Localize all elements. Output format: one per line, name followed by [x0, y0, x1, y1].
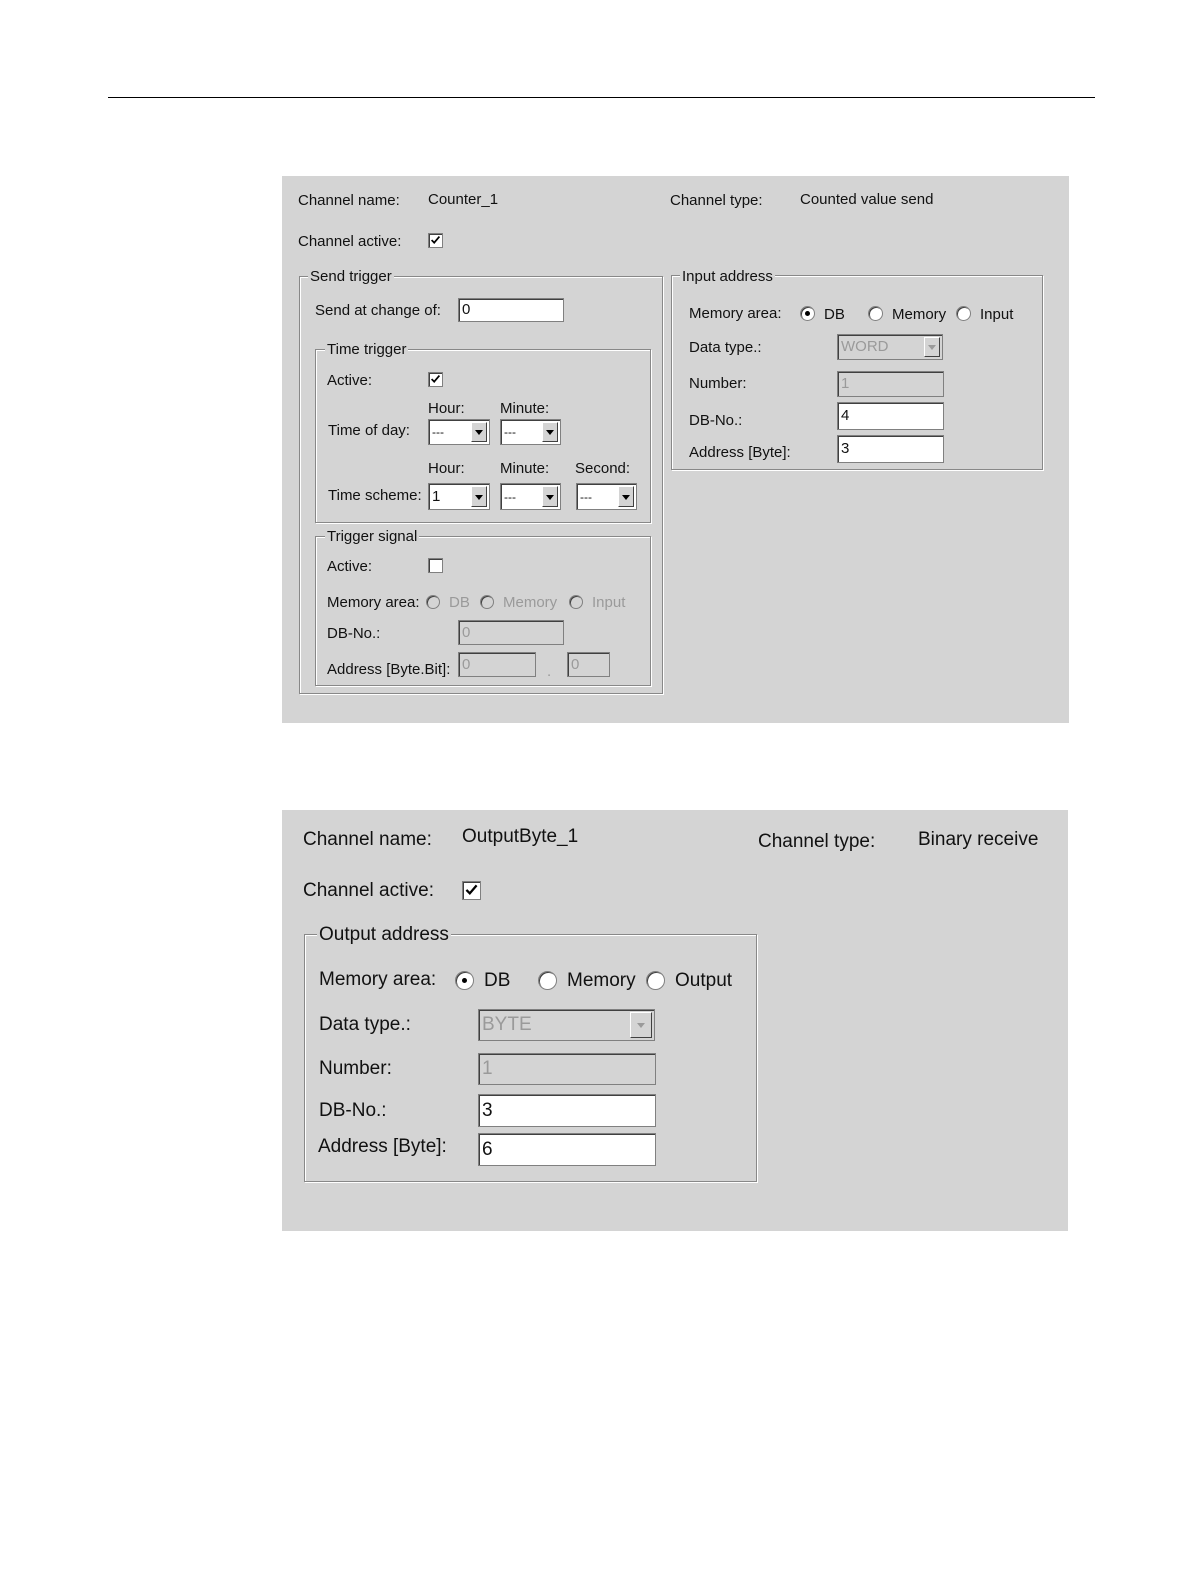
- ts-minute-select[interactable]: [500, 483, 561, 510]
- channel-active-label: Channel active:: [303, 880, 434, 901]
- trigger-signal-active-checkbox[interactable]: [428, 558, 443, 573]
- time-trigger-legend: Time trigger: [327, 341, 407, 358]
- tod-minute-select[interactable]: [500, 419, 561, 445]
- tod-hour-select[interactable]: [428, 419, 490, 445]
- trigger-radio-db[interactable]: [426, 595, 440, 609]
- channel-type-label: Channel type:: [758, 831, 876, 852]
- input-data-type-label: Data type.:: [689, 339, 762, 356]
- input-radio-db-label: DB: [824, 306, 845, 323]
- output-memory-area-label: Memory area:: [319, 969, 437, 990]
- output-number-field[interactable]: 1: [478, 1053, 656, 1085]
- send-at-change-label: Send at change of:: [315, 302, 441, 319]
- output-radio-output[interactable]: [646, 971, 665, 990]
- output-address-field[interactable]: 6: [478, 1133, 656, 1166]
- input-number-label: Number:: [689, 375, 747, 392]
- channel-active-label: Channel active:: [298, 233, 402, 250]
- input-data-type-select[interactable]: [837, 334, 943, 360]
- trigger-address-bit-input[interactable]: 0: [567, 652, 610, 677]
- chevron-down-icon[interactable]: [630, 1012, 652, 1038]
- input-radio-memory[interactable]: [868, 306, 883, 321]
- input-memory-area-label: Memory area:: [689, 305, 782, 322]
- tod-hour-value: ---: [432, 425, 444, 439]
- output-data-type-select[interactable]: [478, 1009, 655, 1041]
- trigger-radio-memory-label: Memory: [503, 594, 558, 611]
- channel-name-value: Counter_1: [428, 191, 499, 208]
- channel-type-label: Channel type:: [670, 192, 763, 209]
- trigger-signal-legend: Trigger signal: [327, 528, 418, 545]
- input-radio-input[interactable]: [956, 306, 971, 321]
- input-radio-db[interactable]: [800, 306, 815, 321]
- ts-minute-value: ---: [504, 490, 516, 504]
- channel-dialog-output: [282, 810, 1068, 1231]
- trigger-address-byte-input[interactable]: 0: [458, 652, 536, 677]
- output-radio-output-label: Output: [675, 970, 733, 991]
- chevron-down-icon[interactable]: [542, 486, 558, 507]
- input-db-no-label: DB-No.:: [689, 412, 743, 429]
- ts-minute-label: Minute:: [500, 460, 550, 477]
- chevron-down-icon[interactable]: [924, 337, 940, 357]
- chevron-down-icon[interactable]: [471, 422, 487, 442]
- time-trigger-active-label: Active:: [327, 372, 373, 389]
- output-radio-db[interactable]: [455, 971, 474, 990]
- channel-name-label: Channel name:: [298, 192, 400, 209]
- trigger-radio-memory[interactable]: [480, 595, 494, 609]
- chevron-down-icon[interactable]: [618, 486, 634, 507]
- ts-second-value: ---: [580, 490, 592, 504]
- output-number-label: Number:: [319, 1058, 392, 1079]
- output-db-no-field[interactable]: 3: [478, 1094, 656, 1127]
- trigger-address-separator: .: [547, 663, 552, 680]
- input-radio-input-label: Input: [980, 306, 1014, 323]
- chevron-down-icon[interactable]: [471, 486, 487, 507]
- trigger-radio-input-label: Input: [592, 594, 626, 611]
- ts-second-label: Second:: [575, 460, 631, 477]
- output-db-no-label: DB-No.:: [319, 1100, 387, 1121]
- ts-hour-select[interactable]: [428, 483, 490, 510]
- tod-minute-value: ---: [504, 425, 516, 439]
- output-data-type-value: BYTE: [482, 1014, 532, 1035]
- trigger-memory-area-label: Memory area:: [327, 594, 420, 611]
- input-db-no-field[interactable]: 4: [837, 402, 944, 430]
- trigger-address-label: Address [Byte.Bit]:: [327, 661, 451, 678]
- channel-type-value: Binary receive: [918, 829, 1039, 850]
- channel-dialog-counter: [282, 176, 1069, 723]
- channel-type-value: Counted value send: [800, 191, 934, 208]
- output-radio-memory-label: Memory: [567, 970, 636, 991]
- trigger-db-no-label: DB-No.:: [327, 625, 381, 642]
- ts-second-select[interactable]: [576, 483, 637, 510]
- input-data-type-value: WORD: [841, 338, 889, 355]
- channel-active-checkbox[interactable]: [428, 233, 443, 248]
- output-data-type-label: Data type.:: [319, 1014, 411, 1035]
- time-scheme-label: Time scheme:: [328, 487, 422, 504]
- chevron-down-icon[interactable]: [542, 422, 558, 442]
- input-radio-memory-label: Memory: [892, 306, 947, 323]
- trigger-radio-input[interactable]: [569, 595, 583, 609]
- time-of-day-label: Time of day:: [328, 422, 410, 439]
- channel-active-checkbox[interactable]: [462, 881, 481, 900]
- trigger-db-no-input[interactable]: 0: [458, 620, 564, 645]
- send-trigger-legend: Send trigger: [310, 268, 392, 285]
- input-number-field[interactable]: 1: [837, 371, 944, 397]
- output-radio-memory[interactable]: [538, 971, 557, 990]
- output-radio-db-label: DB: [484, 970, 511, 991]
- input-address-legend: Input address: [682, 268, 773, 285]
- output-address-label: Address [Byte]:: [318, 1136, 447, 1157]
- page-header-rule: [108, 97, 1095, 98]
- tod-hour-label: Hour:: [428, 400, 465, 417]
- send-at-change-input[interactable]: 0: [458, 298, 564, 322]
- trigger-signal-active-label: Active:: [327, 558, 373, 575]
- input-address-label: Address [Byte]:: [689, 444, 791, 461]
- input-address-field[interactable]: 3: [837, 435, 944, 463]
- channel-name-value: OutputByte_1: [462, 826, 579, 847]
- time-trigger-active-checkbox[interactable]: [428, 372, 443, 387]
- tod-minute-label: Minute:: [500, 400, 550, 417]
- channel-name-label: Channel name:: [303, 829, 432, 850]
- output-address-legend: Output address: [319, 924, 449, 945]
- ts-hour-label: Hour:: [428, 460, 465, 477]
- trigger-radio-db-label: DB: [449, 594, 470, 611]
- ts-hour-value: 1: [432, 488, 441, 505]
